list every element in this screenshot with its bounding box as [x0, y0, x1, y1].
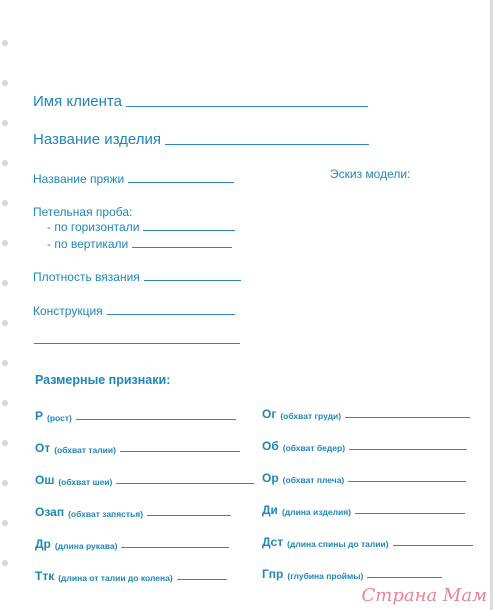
binding-hole	[2, 80, 8, 86]
measure-row[interactable]	[35, 537, 229, 551]
gauge-horizontal-label: - по горизонтали	[47, 220, 140, 234]
measure-line[interactable]	[355, 512, 465, 514]
measure-code: Ог	[262, 407, 277, 421]
binding-hole	[2, 520, 8, 526]
yarn-name-line[interactable]	[128, 181, 234, 183]
measure-desc: (глубина проймы)	[287, 571, 364, 581]
measure-desc: (обхват талии)	[54, 445, 116, 455]
measure-row[interactable]	[262, 471, 466, 485]
density-label: Плотность вязания	[33, 270, 140, 284]
construction-label: Конструкция	[33, 304, 103, 318]
measure-desc: (обхват запястья)	[68, 509, 144, 519]
measure-line[interactable]	[367, 576, 442, 578]
measure-row[interactable]	[35, 441, 240, 455]
gauge-heading	[33, 205, 132, 219]
measure-row[interactable]	[262, 407, 470, 421]
measure-line[interactable]	[348, 480, 466, 482]
measure-row[interactable]	[35, 409, 236, 423]
measure-line[interactable]	[76, 418, 236, 420]
measure-line[interactable]	[345, 416, 470, 418]
measure-row[interactable]	[35, 569, 227, 583]
construction-extra-line[interactable]	[34, 343, 240, 344]
measure-code: Озап	[35, 505, 65, 519]
measure-code: Гпр	[262, 567, 284, 581]
gauge-label: Петельная проба:	[33, 205, 133, 219]
binding-hole	[2, 560, 8, 566]
yarn-name-field[interactable]	[33, 172, 234, 186]
measure-line[interactable]	[177, 578, 227, 580]
spiral-binding	[0, 0, 12, 610]
measure-code: Дст	[262, 535, 284, 549]
yarn-name-label: Название пряжи	[33, 172, 125, 186]
measure-desc: (длина спины до талии)	[287, 539, 389, 549]
sketch-heading	[330, 167, 410, 181]
measure-desc: (длина от талии до колена)	[58, 573, 173, 583]
measure-code: От	[35, 441, 51, 455]
sketch-label: Эскиз модели:	[330, 167, 411, 181]
density-field[interactable]	[33, 270, 241, 284]
measure-line[interactable]	[116, 482, 254, 484]
measure-code: Об	[262, 439, 279, 453]
measure-row[interactable]	[35, 473, 254, 487]
measure-desc: (длина рукава)	[54, 541, 118, 551]
item-name-field[interactable]	[33, 131, 369, 148]
measure-row[interactable]	[262, 567, 442, 581]
measure-code: Ттк	[35, 569, 55, 583]
gauge-horizontal-line[interactable]	[143, 229, 235, 231]
item-name-line[interactable]	[165, 143, 369, 145]
measure-desc: (обхват шеи)	[58, 477, 113, 487]
measure-line[interactable]	[147, 514, 231, 516]
measurements-heading	[35, 373, 170, 387]
measure-row[interactable]	[35, 505, 231, 519]
binding-hole	[2, 440, 8, 446]
measure-line[interactable]	[121, 546, 229, 548]
measurements-title: Размерные признаки:	[35, 373, 171, 387]
gauge-vertical-field[interactable]	[47, 237, 232, 251]
measure-desc: (обхват бедер)	[282, 443, 346, 453]
measure-code: Др	[35, 537, 51, 551]
binding-hole	[2, 480, 8, 486]
measure-line[interactable]	[349, 448, 467, 450]
watermark-logo: Страна Мам	[361, 585, 487, 606]
measure-row[interactable]	[262, 535, 473, 549]
client-name-label: Имя клиента	[33, 93, 122, 110]
item-name-label: Название изделия	[33, 131, 161, 148]
measure-desc: (рост)	[47, 413, 72, 423]
measure-desc: (длина изделия)	[281, 507, 351, 517]
density-line[interactable]	[144, 279, 241, 281]
binding-hole	[2, 200, 8, 206]
binding-hole	[2, 320, 8, 326]
binding-hole	[2, 280, 8, 286]
measure-code: Ди	[262, 503, 278, 517]
binding-hole	[2, 160, 8, 166]
measure-row[interactable]	[262, 503, 465, 517]
measure-code: Р	[35, 409, 44, 423]
measure-line[interactable]	[120, 450, 240, 452]
measure-code: Ор	[262, 471, 279, 485]
measure-desc: (обхват груди)	[280, 411, 342, 421]
gauge-horizontal-field[interactable]	[47, 220, 235, 234]
measure-desc: (обхват плеча)	[282, 475, 345, 485]
measure-code: Ош	[35, 473, 55, 487]
construction-line[interactable]	[107, 313, 235, 315]
measure-row[interactable]	[262, 439, 467, 453]
binding-hole	[2, 120, 8, 126]
binding-hole	[2, 240, 8, 246]
binding-hole	[2, 400, 8, 406]
binding-hole	[2, 40, 8, 46]
client-name-line[interactable]	[126, 105, 368, 107]
gauge-vertical-line[interactable]	[132, 246, 232, 248]
construction-field[interactable]	[33, 304, 235, 318]
client-name-field[interactable]	[33, 93, 368, 110]
measure-line[interactable]	[393, 544, 473, 546]
gauge-vertical-label: - по вертикали	[47, 237, 129, 251]
binding-hole	[2, 360, 8, 366]
